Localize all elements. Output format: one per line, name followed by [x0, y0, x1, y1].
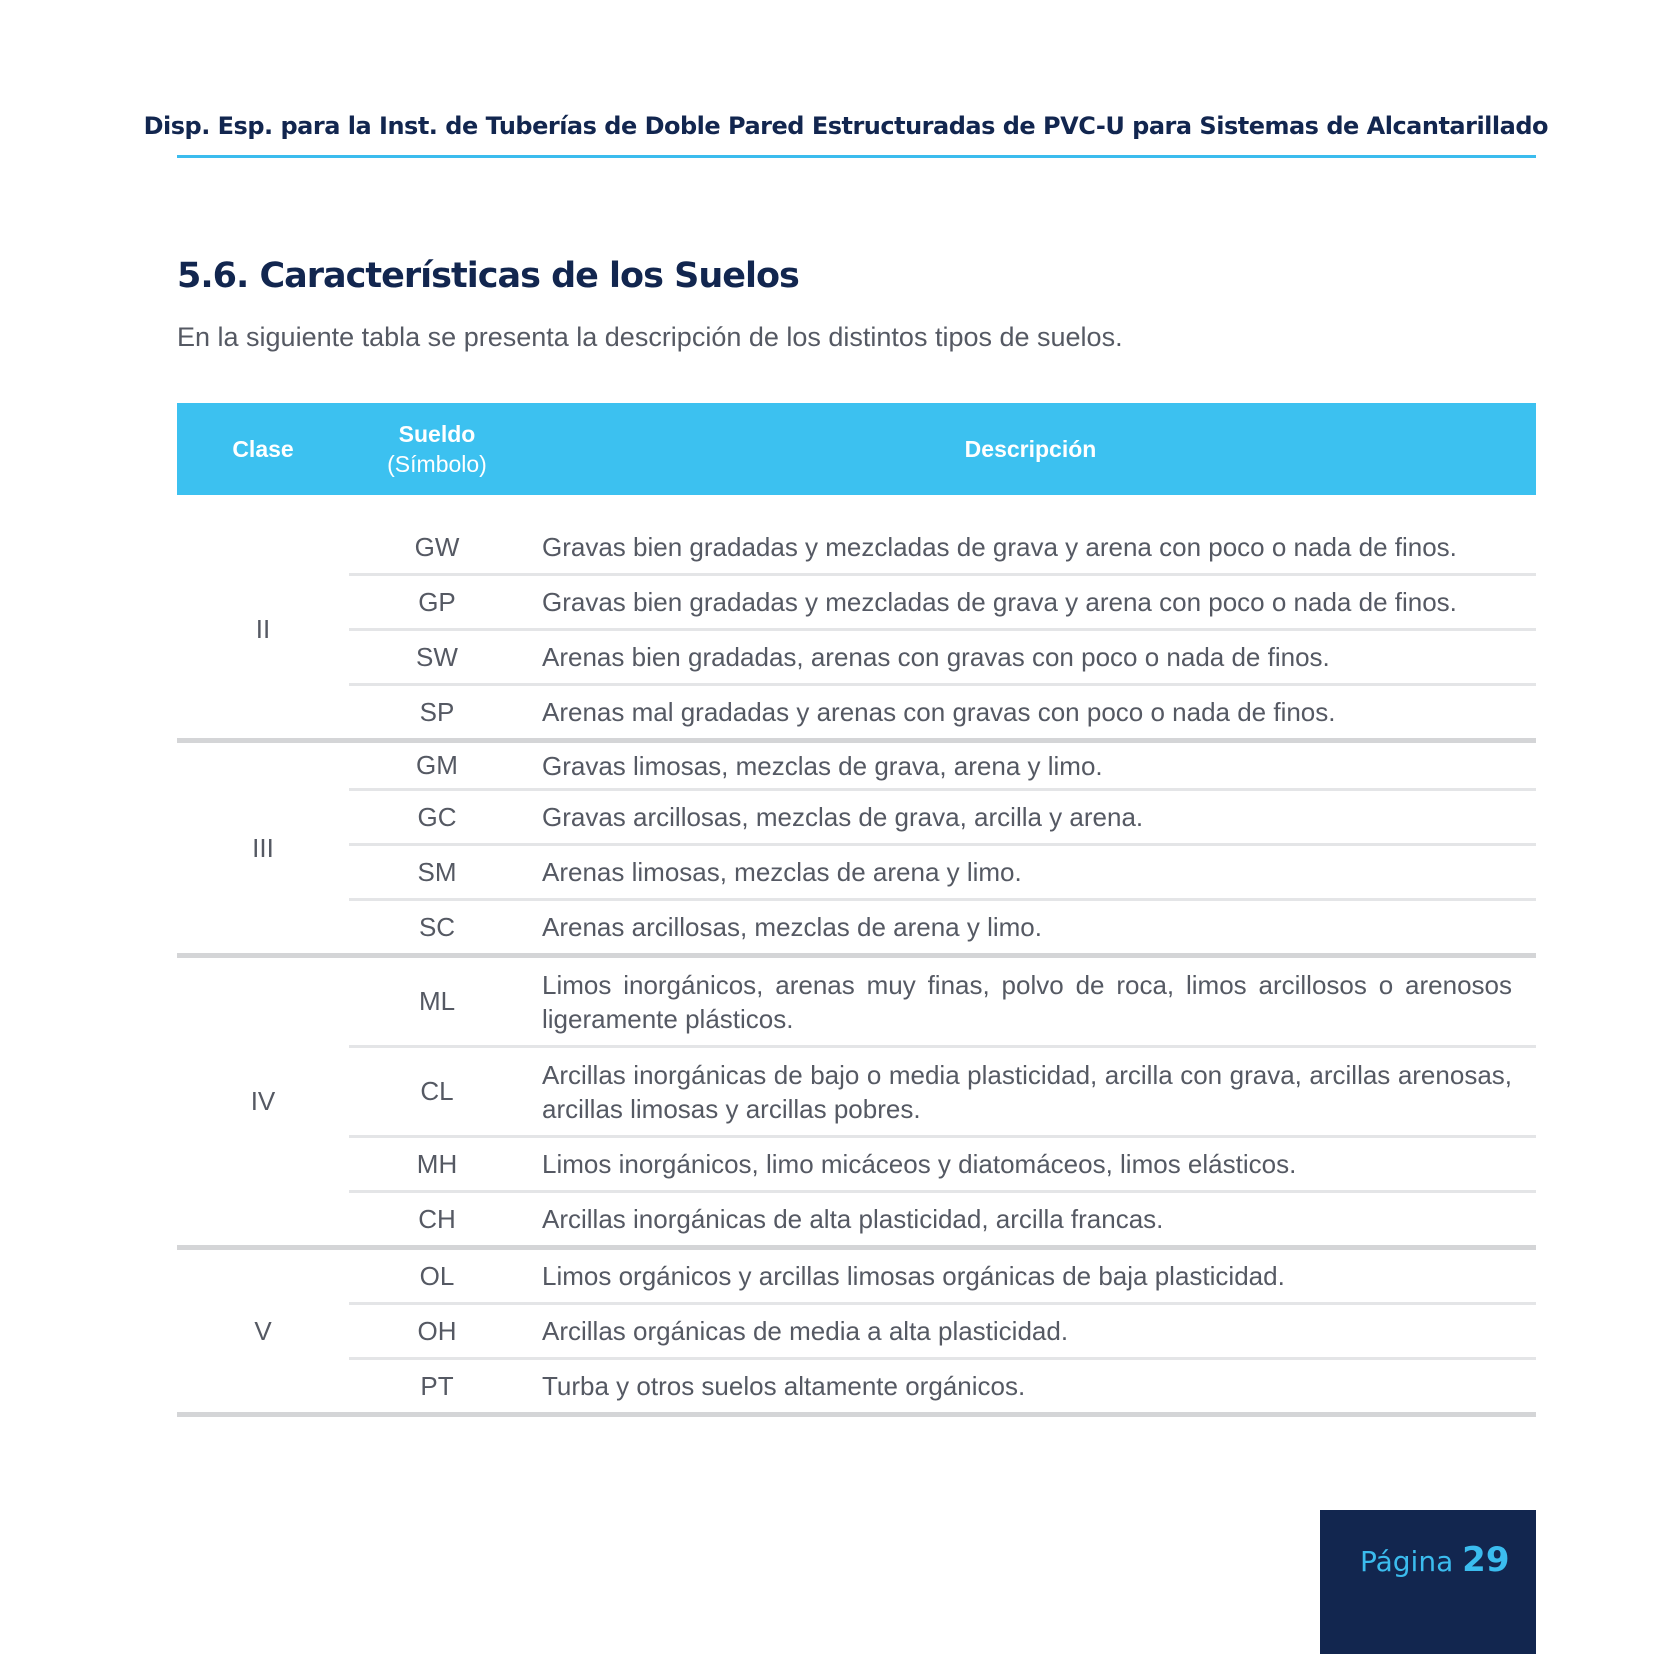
symbol-cell: SM	[349, 845, 525, 900]
page-label: Página	[1360, 1545, 1454, 1578]
symbol-cell: GP	[349, 575, 525, 630]
symbol-cell: ML	[349, 956, 525, 1047]
document-header-title: Disp. Esp. para la Inst. de Tuberías de Doble Pared Estructuradas de PVC-U para Sistemas de Alcantarillado	[143, 112, 1548, 140]
description-cell: Limos inorgánicos, arenas muy finas, polvo de roca, limos arcillosos o arenosos ligeramente plásticos.	[525, 956, 1536, 1047]
description-cell: Arenas limosas, mezclas de arena y limo.	[525, 845, 1536, 900]
description-cell: Limos orgánicos y arcillas limosas orgánicas de baja plasticidad.	[525, 1248, 1536, 1304]
table-row	[177, 900, 1536, 956]
header-clase: Clase	[177, 403, 349, 495]
description-cell: Gravas limosas, mezclas de grava, arena y limo.	[525, 741, 1536, 790]
clase-cell: III	[177, 741, 349, 956]
section-title: 5.6. Características de los Suelos	[177, 256, 799, 296]
table-row	[177, 1359, 1536, 1415]
header-sueldo	[349, 403, 525, 495]
header-simbolo-label: (Símbolo)	[387, 451, 487, 477]
header-divider	[177, 155, 1536, 158]
table-row	[177, 1137, 1536, 1192]
symbol-cell: PT	[349, 1359, 525, 1415]
symbol-cell: SC	[349, 900, 525, 956]
page-number-box	[1320, 1510, 1536, 1654]
description-cell: Gravas bien gradadas y mezcladas de grava y arena con poco o nada de finos.	[525, 521, 1536, 575]
symbol-cell: SW	[349, 630, 525, 685]
section-intro: En la siguiente tabla se presenta la descripción de los distintos tipos de suelos.	[177, 322, 1123, 352]
symbol-cell: GM	[349, 741, 525, 790]
table-row	[177, 956, 1536, 1047]
description-cell: Limos inorgánicos, limo micáceos y diatomáceos, limos elásticos.	[525, 1137, 1536, 1192]
table-row	[177, 741, 1536, 790]
description-cell: Arenas mal gradadas y arenas con gravas con poco o nada de finos.	[525, 685, 1536, 741]
table-row	[177, 1248, 1536, 1304]
symbol-cell: CL	[349, 1047, 525, 1137]
table-row	[177, 685, 1536, 741]
symbol-cell: SP	[349, 685, 525, 741]
header-sueldo-label: Sueldo	[398, 421, 476, 447]
table-row	[177, 1047, 1536, 1137]
symbol-cell: OL	[349, 1248, 525, 1304]
table-row	[177, 521, 1536, 575]
table-spacer	[177, 495, 1536, 521]
table-row	[177, 630, 1536, 685]
description-cell: Turba y otros suelos altamente orgánicos.	[525, 1359, 1536, 1415]
symbol-cell: GC	[349, 790, 525, 845]
symbol-cell: OH	[349, 1304, 525, 1359]
table-header-row	[177, 403, 1536, 495]
symbol-cell: CH	[349, 1192, 525, 1248]
table-row	[177, 1304, 1536, 1359]
description-cell: Arenas arcillosas, mezclas de arena y limo.	[525, 900, 1536, 956]
description-cell: Gravas arcillosas, mezclas de grava, arcilla y arena.	[525, 790, 1536, 845]
description-cell: Arenas bien gradadas, arenas con gravas con poco o nada de finos.	[525, 630, 1536, 685]
description-cell: Arcillas inorgánicas de alta plasticidad, arcilla francas.	[525, 1192, 1536, 1248]
clase-cell: IV	[177, 956, 349, 1248]
clase-cell: V	[177, 1248, 349, 1415]
table-row	[177, 575, 1536, 630]
description-cell: Gravas bien gradadas y mezcladas de grava y arena con poco o nada de finos.	[525, 575, 1536, 630]
header-descripcion: Descripción	[525, 403, 1536, 495]
clase-cell: II	[177, 521, 349, 741]
page-number: 29	[1462, 1540, 1510, 1580]
description-cell: Arcillas inorgánicas de bajo o media plasticidad, arcilla con grava, arcillas arenosas, arcillas limosas y arcillas pobres.	[525, 1047, 1536, 1137]
table-row	[177, 790, 1536, 845]
symbol-cell: GW	[349, 521, 525, 575]
table-row	[177, 1192, 1536, 1248]
table-row	[177, 845, 1536, 900]
soil-table	[177, 403, 1536, 1417]
page-indicator	[1360, 1540, 1509, 1580]
description-cell: Arcillas orgánicas de media a alta plasticidad.	[525, 1304, 1536, 1359]
symbol-cell: MH	[349, 1137, 525, 1192]
